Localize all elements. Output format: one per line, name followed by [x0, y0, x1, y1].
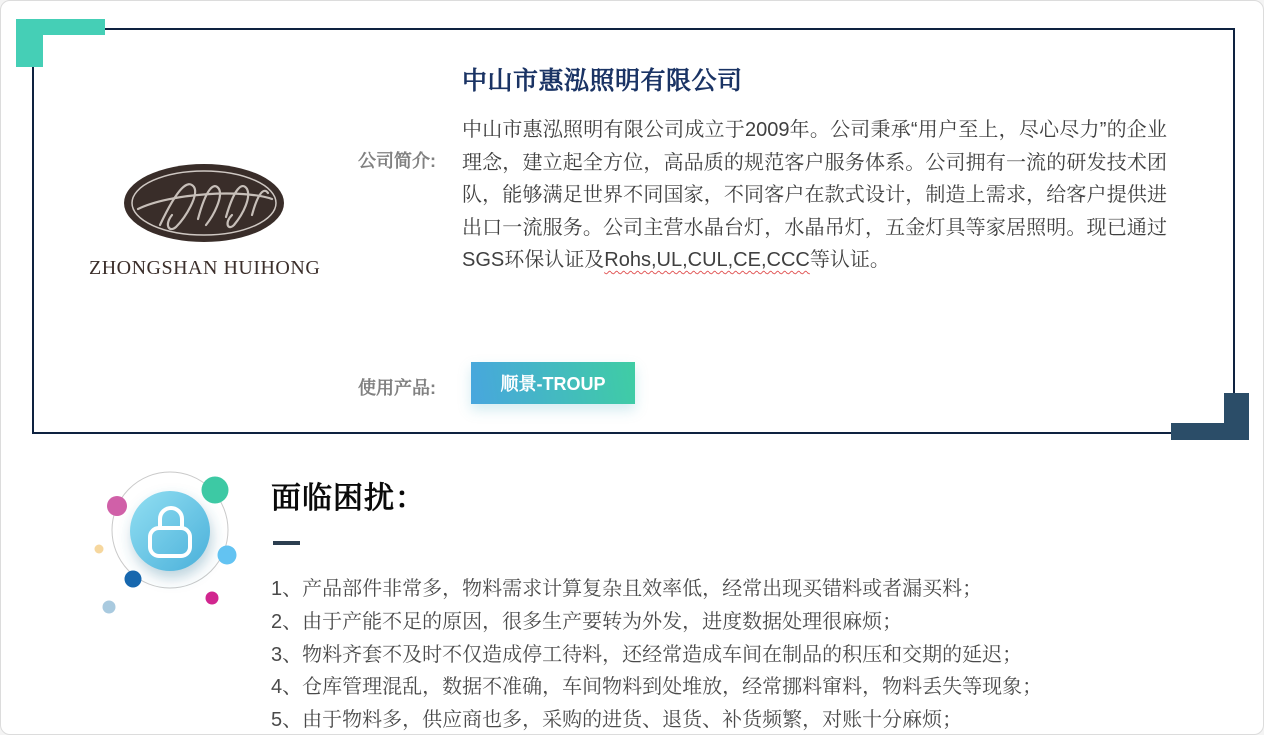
product-button[interactable]: 顺景-TROUP: [471, 362, 635, 404]
company-profile-card: [32, 28, 1235, 434]
intro-cert-text: Rohs,UL,CUL,CE,CCC: [604, 249, 810, 271]
company-title: 中山市惠泓照明有限公司: [462, 67, 743, 95]
trouble-item-5: 5、由于物料多，供应商也多，采购的进货、退货、补货频繁，对账十分麻烦；: [271, 709, 963, 732]
company-intro-text: [462, 114, 1167, 277]
intro-text-tail: 等认证。: [809, 249, 890, 271]
trouble-item-4: 4、仓库管理混乱，数据不准确，车间物料到处堆放，经常挪料窜料，物料丢失等现象；: [271, 676, 1043, 699]
slate-corner-decoration-vertical: [1224, 393, 1249, 440]
trouble-item-1: 1、产品部件非常多，物料需求计算复杂且效率低，经常出现买错料或者漏买料；: [271, 578, 983, 600]
trouble-item-3: 3、物料齐套不及时不仅造成停工待料，还经常造成车间在制品的积压和交期的延迟；: [271, 643, 1023, 666]
trouble-item-2: 2、由于产能不足的原因，很多生产要转为外发，进度数据处理很麻烦；: [271, 610, 903, 633]
troubles-list: [271, 573, 1191, 735]
intro-text-main: 中山市惠泓照明有限公司成立于2009年。公司秉承“用户至上，尽心尽力”的企业理念，建立起全方位，高品质的规范客户服务体系。公司拥有一流的研发技术团队，能够满足世界不同国家，不同客户在款式设计，制造上需求，给客户提供进出口一流服务。公司主营水晶台灯，水晶吊灯，五金灯具等家居照明。现已通过SGS环保认证及: [462, 119, 1167, 271]
product-label: 使用产品:: [358, 378, 436, 398]
company-intro-label: 公司简介:: [358, 151, 436, 171]
company-logo: [89, 163, 319, 280]
teal-corner-decoration-vertical: [16, 19, 43, 67]
troubles-heading: 面临困扰：: [271, 482, 426, 515]
heading-dash-divider: [273, 541, 300, 545]
company-logo-oval-icon: [122, 163, 286, 243]
lock-icon: [86, 456, 261, 636]
company-logo-text: ZHONGSHAN HUIHONG: [89, 257, 321, 279]
lock-icon-cluster: [86, 456, 261, 636]
